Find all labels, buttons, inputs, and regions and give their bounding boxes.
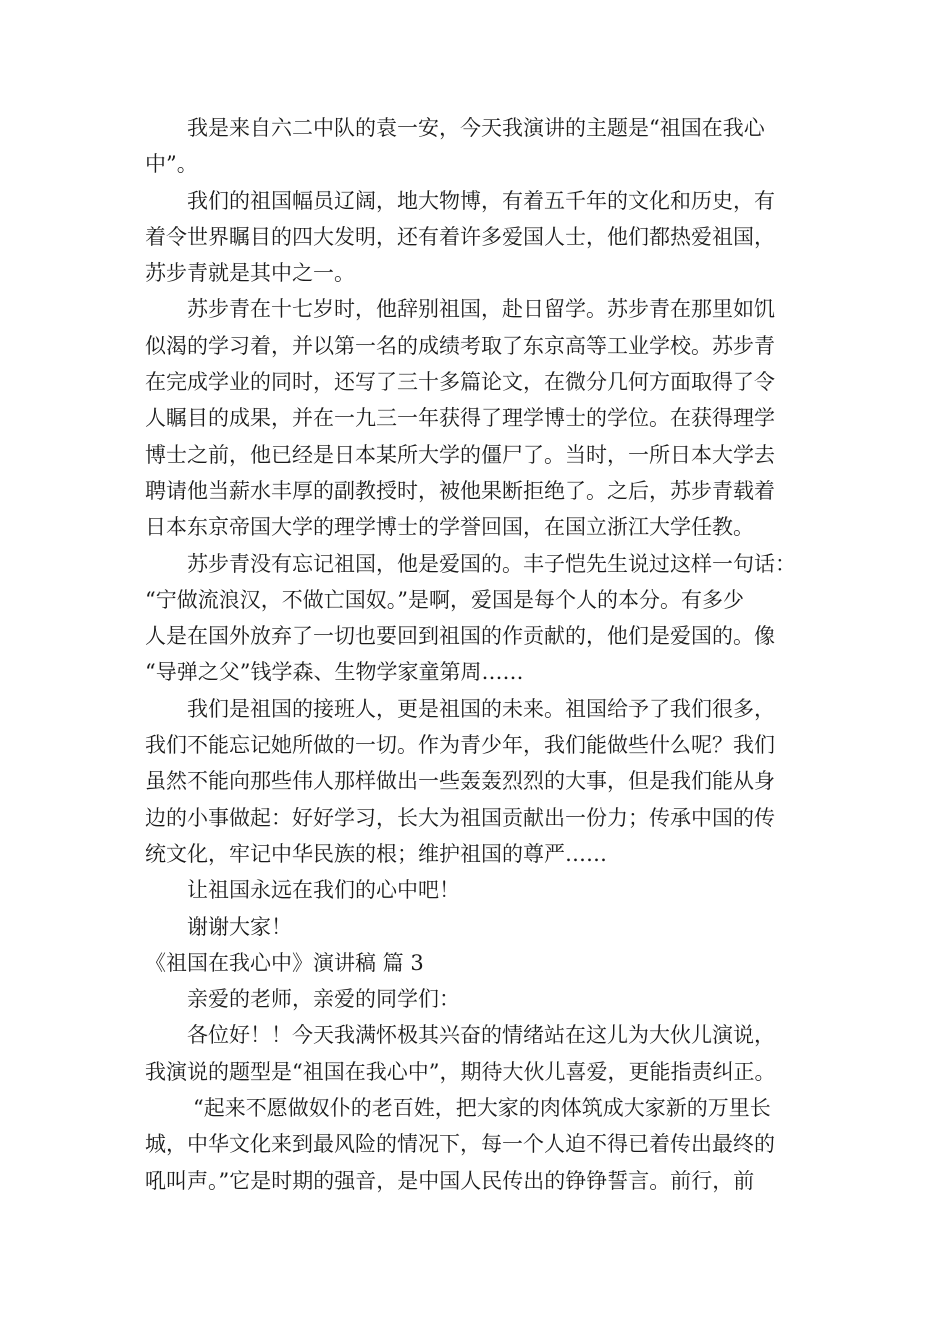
paragraph-line: 中”。 — [145, 152, 198, 177]
section-heading: 《祖国在我心中》演讲稿 篇 3 — [145, 950, 424, 975]
paragraph-line: 虽然不能向那些伟人那样做出一些轰轰烈烈的大事，但是我们能从身 — [145, 769, 775, 794]
paragraph-line: 城，中华文化来到最风险的情况下，每一个人迫不得已着传出最终的 — [145, 1132, 775, 1157]
paragraph-line: 苏步青在十七岁时，他辞别祖国，赴日留学。苏步青在那里如饥 — [187, 297, 775, 322]
paragraph-line: 似渴的学习着，并以第一名的成绩考取了东京高等工业学校。苏步青 — [145, 333, 775, 358]
paragraph-line: “宁做流浪汉，不做亡国奴。”是啊，爱国是每个人的本分。有多少 — [145, 587, 744, 612]
paragraph-line: 吼叫声。”它是时期的强音，是中国人民传出的铮铮誓言。前行，前 — [145, 1168, 755, 1193]
paragraph-line: 谢谢大家！ — [187, 914, 292, 939]
paragraph-line: 聘请他当薪水丰厚的副教授时，被他果断拒绝了。之后，苏步青载着 — [145, 478, 775, 503]
document-body — [145, 110, 815, 1199]
paragraph-line: 亲爱的老师，亲爱的同学们： — [187, 987, 460, 1012]
paragraph-line: 日本东京帝国大学的理学博士的学誉回国，在国立浙江大学任教。 — [145, 515, 754, 540]
paragraph-line: 在完成学业的同时，还写了三十多篇论文，在微分几何方面取得了令 — [145, 370, 775, 395]
paragraph-line: 苏步青没有忘记祖国，他是爱国的。丰子恺先生说过这样一句话： — [187, 551, 796, 576]
paragraph-line: 人是在国外放弃了一切也要回到祖国的作贡献的，他们是爱国的。像 — [145, 624, 775, 649]
paragraph-line: 我演说的题型是“祖国在我心中”，期待大伙儿喜爱，更能指责纠正。 — [145, 1059, 776, 1084]
paragraph-line: 博士之前，他已经是日本某所大学的僵尸了。当时，一所日本大学去 — [145, 442, 775, 467]
paragraph-line: 我们不能忘记她所做的一切。作为青少年，我们能做些什么呢？我们 — [145, 733, 775, 758]
paragraph-line: 各位好！！今天我满怀极其兴奋的情绪站在这儿为大伙儿演说， — [187, 1023, 775, 1048]
paragraph-line: 统文化，牢记中华民族的根；维护祖国的尊严…… — [145, 841, 607, 866]
paragraph-line: 人瞩目的成果，并在一九三一年获得了理学博士的学位。在获得理学 — [145, 406, 775, 431]
paragraph-line: “起来不愿做奴仆的老百姓，把大家的肉体筑成大家新的万里长 — [193, 1096, 771, 1121]
paragraph-line: “导弹之父”钱学森、生物学家童第周…… — [145, 660, 524, 685]
paragraph-line: 让祖国永远在我们的心中吧！ — [187, 878, 460, 903]
paragraph-line: 苏步青就是其中之一。 — [145, 261, 355, 286]
paragraph-line: 边的小事做起：好好学习，长大为祖国贡献出一份力；传承中国的传 — [145, 805, 775, 830]
paragraph-line: 我们是祖国的接班人，更是祖国的未来。祖国给予了我们很多， — [187, 696, 775, 721]
paragraph-line: 着令世界瞩目的四大发明，还有着许多爱国人士，他们都热爱祖国， — [145, 224, 775, 249]
paragraph-line: 我是来自六二中队的袁一安，今天我演讲的主题是“祖国在我心 — [187, 116, 765, 140]
paragraph-line: 我们的祖国幅员辽阔，地大物博，有着五千年的文化和历史，有 — [187, 188, 775, 213]
